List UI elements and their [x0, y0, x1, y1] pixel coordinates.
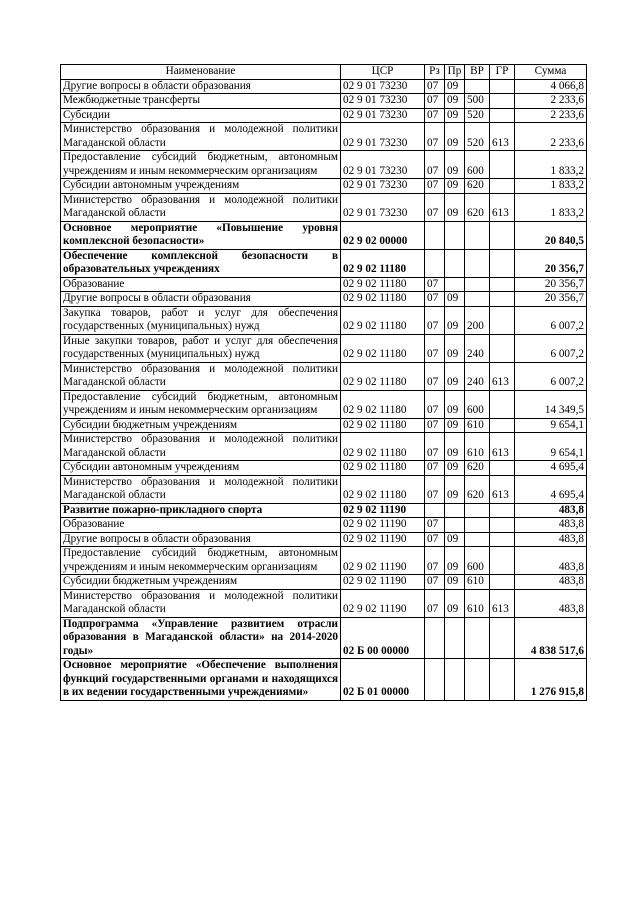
cell-pr [445, 617, 465, 659]
cell-pr: 09 [445, 362, 465, 390]
table-row [61, 418, 587, 433]
cell-pr: 09 [445, 151, 465, 179]
cell-gr: 613 [490, 433, 515, 461]
cell-csr: 02 9 02 11180 [341, 306, 425, 334]
table-row [61, 461, 587, 476]
cell-csr: 02 9 02 11180 [341, 390, 425, 418]
cell-gr [490, 547, 515, 575]
cell-vr: 240 [465, 362, 490, 390]
cell-vr [465, 532, 490, 547]
cell-vr: 520 [465, 108, 490, 123]
cell-name: Основное мероприятие «Повышение уровня комплексной безопасности» [61, 221, 341, 249]
cell-csr: 02 9 02 11190 [341, 518, 425, 533]
header-name: Наименование [61, 65, 341, 80]
cell-gr [490, 221, 515, 249]
cell-vr [465, 617, 490, 659]
cell-name: Другие вопросы в области образования [61, 292, 341, 307]
cell-sum: 20 356,7 [515, 249, 587, 277]
cell-gr [490, 518, 515, 533]
table-row [61, 249, 587, 277]
table-row [61, 433, 587, 461]
cell-name: Министерство образования и молодежной политики Магаданской области [61, 475, 341, 503]
cell-rz: 07 [425, 518, 445, 533]
cell-gr: 613 [490, 475, 515, 503]
cell-csr: 02 9 02 11190 [341, 547, 425, 575]
cell-sum: 20 356,7 [515, 277, 587, 292]
cell-rz: 07 [425, 123, 445, 151]
cell-vr: 600 [465, 390, 490, 418]
cell-name: Другие вопросы в области образования [61, 79, 341, 94]
cell-sum: 1 833,2 [515, 179, 587, 194]
cell-csr: 02 Б 00 00000 [341, 617, 425, 659]
cell-pr: 09 [445, 79, 465, 94]
cell-csr: 02 9 02 11180 [341, 433, 425, 461]
cell-sum: 4 066,8 [515, 79, 587, 94]
cell-sum: 6 007,2 [515, 306, 587, 334]
cell-pr: 09 [445, 292, 465, 307]
cell-sum: 6 007,2 [515, 334, 587, 362]
cell-name: Развитие пожарно-прикладного спорта [61, 503, 341, 518]
cell-gr [490, 390, 515, 418]
cell-vr: 610 [465, 418, 490, 433]
cell-pr: 09 [445, 433, 465, 461]
cell-csr: 02 9 02 11180 [341, 461, 425, 476]
cell-name: Министерство образования и молодежной политики Магаданской области [61, 362, 341, 390]
table-row [61, 306, 587, 334]
cell-name: Министерство образования и молодежной политики Магаданской области [61, 123, 341, 151]
table-row [61, 179, 587, 194]
cell-name: Министерство образования и молодежной политики Магаданской области [61, 433, 341, 461]
cell-pr: 09 [445, 123, 465, 151]
cell-vr: 610 [465, 589, 490, 617]
cell-name: Основное мероприятие «Обеспечение выполнения функций государственными органами и находящихся в их ведении государственными учреждениями» [61, 659, 341, 701]
cell-gr [490, 94, 515, 109]
table-header-row [61, 65, 587, 80]
cell-gr: 613 [490, 362, 515, 390]
cell-name: Предоставление субсидий бюджетным, автономным учреждениям и иным некоммерческим организациям [61, 390, 341, 418]
cell-gr [490, 503, 515, 518]
cell-vr: 620 [465, 461, 490, 476]
cell-vr: 600 [465, 151, 490, 179]
cell-gr [490, 418, 515, 433]
header-csr: ЦСР [341, 65, 425, 80]
cell-vr: 520 [465, 123, 490, 151]
cell-gr [490, 108, 515, 123]
cell-sum: 1 276 915,8 [515, 659, 587, 701]
cell-vr: 620 [465, 193, 490, 221]
cell-sum: 6 007,2 [515, 362, 587, 390]
cell-sum: 483,8 [515, 589, 587, 617]
cell-sum: 20 840,5 [515, 221, 587, 249]
cell-vr: 620 [465, 475, 490, 503]
cell-sum: 14 349,5 [515, 390, 587, 418]
cell-sum: 20 356,7 [515, 292, 587, 307]
table-row [61, 221, 587, 249]
cell-vr: 240 [465, 334, 490, 362]
cell-csr: 02 9 01 73230 [341, 79, 425, 94]
cell-vr: 500 [465, 94, 490, 109]
cell-csr: 02 9 02 00000 [341, 221, 425, 249]
cell-rz [425, 249, 445, 277]
table-row [61, 532, 587, 547]
cell-csr: 02 9 01 73230 [341, 193, 425, 221]
cell-name: Министерство образования и молодежной политики Магаданской области [61, 589, 341, 617]
cell-csr: 02 9 01 73230 [341, 179, 425, 194]
table-row [61, 390, 587, 418]
cell-csr: 02 9 02 11180 [341, 418, 425, 433]
cell-name: Иные закупки товаров, работ и услуг для обеспечения государственных (муниципальных) нужд [61, 334, 341, 362]
header-pr: Пр [445, 65, 465, 80]
cell-sum: 483,8 [515, 532, 587, 547]
cell-rz [425, 659, 445, 701]
cell-csr: 02 9 01 73230 [341, 108, 425, 123]
budget-table-page [60, 64, 587, 701]
cell-pr: 09 [445, 306, 465, 334]
cell-gr: 613 [490, 193, 515, 221]
cell-rz: 07 [425, 306, 445, 334]
cell-gr [490, 532, 515, 547]
cell-csr: 02 9 02 11190 [341, 503, 425, 518]
cell-vr [465, 221, 490, 249]
table-row [61, 547, 587, 575]
table-row [61, 334, 587, 362]
cell-pr: 09 [445, 461, 465, 476]
cell-sum: 483,8 [515, 518, 587, 533]
cell-vr [465, 277, 490, 292]
cell-vr [465, 659, 490, 701]
cell-rz [425, 617, 445, 659]
cell-vr [465, 292, 490, 307]
cell-rz: 07 [425, 151, 445, 179]
cell-pr [445, 221, 465, 249]
cell-rz: 07 [425, 362, 445, 390]
header-rz: Рз [425, 65, 445, 80]
cell-name: Другие вопросы в области образования [61, 532, 341, 547]
cell-gr: 613 [490, 589, 515, 617]
cell-vr: 200 [465, 306, 490, 334]
cell-sum: 483,8 [515, 575, 587, 590]
cell-name: Предоставление субсидий бюджетным, автономным учреждениям и иным некоммерческим организациям [61, 151, 341, 179]
cell-csr: 02 9 02 11180 [341, 292, 425, 307]
cell-rz: 07 [425, 292, 445, 307]
cell-rz: 07 [425, 461, 445, 476]
cell-vr: 610 [465, 433, 490, 461]
cell-vr [465, 503, 490, 518]
cell-name: Субсидии бюджетным учреждениям [61, 575, 341, 590]
cell-csr: 02 9 02 11180 [341, 475, 425, 503]
cell-rz: 07 [425, 94, 445, 109]
cell-pr [445, 277, 465, 292]
cell-sum: 1 833,2 [515, 193, 587, 221]
table-row [61, 108, 587, 123]
cell-sum: 2 233,6 [515, 94, 587, 109]
cell-gr [490, 617, 515, 659]
cell-vr: 600 [465, 547, 490, 575]
cell-csr: 02 Б 01 00000 [341, 659, 425, 701]
table-row [61, 123, 587, 151]
cell-csr: 02 9 01 73230 [341, 151, 425, 179]
cell-sum: 9 654,1 [515, 433, 587, 461]
cell-gr [490, 79, 515, 94]
table-row [61, 79, 587, 94]
table-body [61, 79, 587, 700]
cell-pr: 09 [445, 94, 465, 109]
cell-rz: 07 [425, 547, 445, 575]
cell-rz: 07 [425, 433, 445, 461]
cell-pr: 09 [445, 532, 465, 547]
cell-name: Субсидии бюджетным учреждениям [61, 418, 341, 433]
cell-sum: 2 233,6 [515, 108, 587, 123]
table-row [61, 503, 587, 518]
cell-csr: 02 9 02 11180 [341, 277, 425, 292]
cell-gr [490, 151, 515, 179]
table-row [61, 193, 587, 221]
cell-name: Образование [61, 277, 341, 292]
cell-name: Обеспечение комплексной безопасности в образовательных учреждениях [61, 249, 341, 277]
cell-rz: 07 [425, 334, 445, 362]
cell-name: Субсидии автономным учреждениям [61, 179, 341, 194]
table-row [61, 292, 587, 307]
cell-sum: 9 654,1 [515, 418, 587, 433]
cell-csr: 02 9 02 11190 [341, 532, 425, 547]
cell-sum: 4 695,4 [515, 475, 587, 503]
cell-gr [490, 277, 515, 292]
cell-vr [465, 518, 490, 533]
table-row [61, 277, 587, 292]
cell-rz: 07 [425, 418, 445, 433]
cell-pr: 09 [445, 390, 465, 418]
cell-rz: 07 [425, 475, 445, 503]
cell-pr: 09 [445, 575, 465, 590]
cell-rz: 07 [425, 390, 445, 418]
cell-pr [445, 503, 465, 518]
table-row [61, 575, 587, 590]
cell-rz: 07 [425, 532, 445, 547]
cell-rz: 07 [425, 79, 445, 94]
cell-sum: 483,8 [515, 503, 587, 518]
cell-rz: 07 [425, 108, 445, 123]
cell-sum: 4 838 517,6 [515, 617, 587, 659]
cell-sum: 4 695,4 [515, 461, 587, 476]
cell-name: Субсидии [61, 108, 341, 123]
cell-pr [445, 518, 465, 533]
cell-pr: 09 [445, 475, 465, 503]
cell-csr: 02 9 02 11180 [341, 334, 425, 362]
cell-sum: 1 833,2 [515, 151, 587, 179]
cell-gr [490, 249, 515, 277]
cell-name: Подпрограмма «Управление развитием отрасли образования в Магаданской области» на 2014-2020 годы» [61, 617, 341, 659]
cell-vr [465, 249, 490, 277]
cell-gr [490, 179, 515, 194]
cell-rz [425, 503, 445, 518]
header-gr: ГР [490, 65, 515, 80]
cell-pr: 09 [445, 547, 465, 575]
cell-rz: 07 [425, 575, 445, 590]
cell-gr: 613 [490, 123, 515, 151]
table-row [61, 659, 587, 701]
cell-gr [490, 306, 515, 334]
cell-name: Предоставление субсидий бюджетным, автономным учреждениям и иным некоммерческим организациям [61, 547, 341, 575]
table-row [61, 617, 587, 659]
cell-name: Образование [61, 518, 341, 533]
cell-gr [490, 575, 515, 590]
header-sum: Сумма [515, 65, 587, 80]
budget-table [60, 64, 587, 701]
cell-sum: 2 233,6 [515, 123, 587, 151]
cell-name: Министерство образования и молодежной политики Магаданской области [61, 193, 341, 221]
cell-gr [490, 659, 515, 701]
cell-pr: 09 [445, 108, 465, 123]
cell-csr: 02 9 02 11180 [341, 249, 425, 277]
cell-csr: 02 9 02 11190 [341, 575, 425, 590]
cell-vr: 610 [465, 575, 490, 590]
cell-pr: 09 [445, 418, 465, 433]
cell-rz: 07 [425, 179, 445, 194]
cell-rz [425, 221, 445, 249]
cell-rz: 07 [425, 589, 445, 617]
table-row [61, 475, 587, 503]
cell-pr [445, 659, 465, 701]
cell-name: Закупка товаров, работ и услуг для обеспечения государственных (муниципальных) нужд [61, 306, 341, 334]
cell-name: Субсидии автономным учреждениям [61, 461, 341, 476]
cell-gr [490, 334, 515, 362]
cell-pr: 09 [445, 179, 465, 194]
cell-rz: 07 [425, 277, 445, 292]
cell-vr: 620 [465, 179, 490, 194]
cell-csr: 02 9 01 73230 [341, 123, 425, 151]
table-row [61, 362, 587, 390]
cell-pr [445, 249, 465, 277]
cell-pr: 09 [445, 334, 465, 362]
cell-csr: 02 9 02 11180 [341, 362, 425, 390]
cell-csr: 02 9 02 11190 [341, 589, 425, 617]
cell-pr: 09 [445, 193, 465, 221]
cell-rz: 07 [425, 193, 445, 221]
header-vr: ВР [465, 65, 490, 80]
cell-gr [490, 461, 515, 476]
table-row [61, 589, 587, 617]
table-row [61, 151, 587, 179]
cell-vr [465, 79, 490, 94]
cell-csr: 02 9 01 73230 [341, 94, 425, 109]
cell-gr [490, 292, 515, 307]
cell-sum: 483,8 [515, 547, 587, 575]
cell-pr: 09 [445, 589, 465, 617]
cell-name: Межбюджетные трансферты [61, 94, 341, 109]
table-row [61, 94, 587, 109]
table-row [61, 518, 587, 533]
